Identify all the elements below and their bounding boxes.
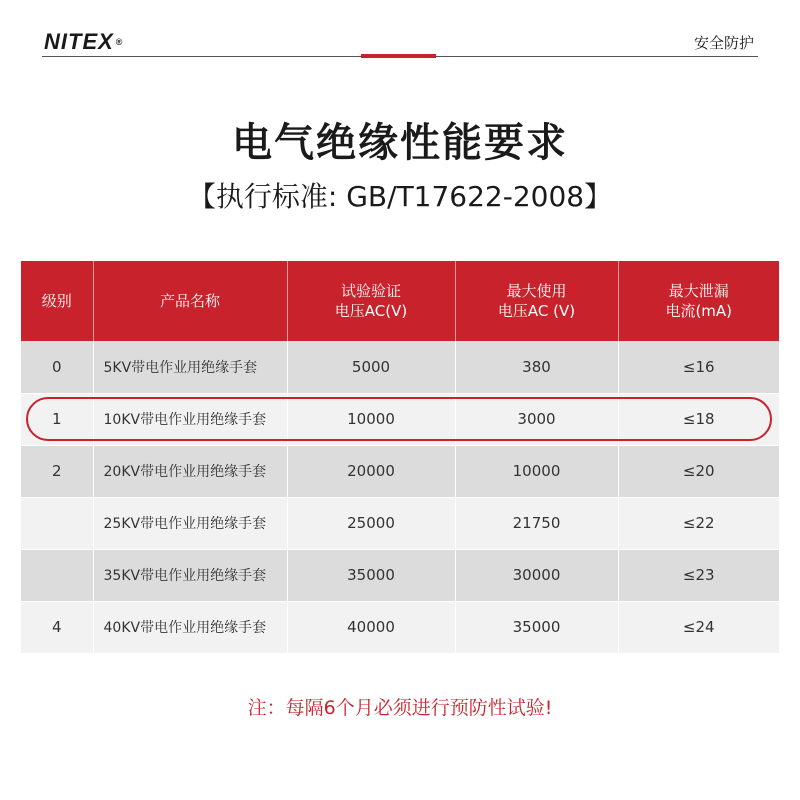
cell-level: 0: [21, 341, 93, 393]
table-row: [21, 341, 779, 393]
table-header-row: [21, 261, 779, 341]
brand-logo-text: NITEX: [44, 29, 114, 54]
cell-max-leakage: ≤22: [618, 497, 779, 549]
table-row: [21, 445, 779, 497]
cell-product-name: 5KV带电作业用绝缘手套: [93, 341, 287, 393]
cell-max-voltage: 21750: [455, 497, 618, 549]
header-max-leakage-line1: 最大泄漏: [668, 282, 729, 300]
standard-subtitle: 【执行标准: GB/T17622-2008】: [187, 180, 613, 213]
cell-max-leakage: ≤20: [618, 445, 779, 497]
cell-test-voltage: 40000: [287, 601, 455, 653]
cell-test-voltage: 5000: [287, 341, 455, 393]
header-max-voltage: [455, 261, 618, 341]
cell-test-voltage: 35000: [287, 549, 455, 601]
header-level: [21, 261, 93, 341]
header-test-voltage: [287, 261, 455, 341]
cell-max-leakage: ≤16: [618, 341, 779, 393]
cell-max-voltage: 35000: [455, 601, 618, 653]
cell-max-voltage: 10000: [455, 445, 618, 497]
cell-product-name: 10KV带电作业用绝缘手套: [93, 393, 287, 445]
cell-test-voltage: 20000: [287, 445, 455, 497]
cell-product-name: 20KV带电作业用绝缘手套: [93, 445, 287, 497]
cell-level: 4: [21, 601, 93, 653]
cell-level: 2: [21, 445, 93, 497]
table-row: [21, 549, 779, 601]
brand-logo: [44, 30, 123, 54]
header-accent-bar: [361, 54, 436, 58]
header-tagline: 安全防护: [693, 34, 754, 52]
header-product-name-line: 产品名称: [159, 292, 220, 310]
table-row: [21, 497, 779, 549]
insulation-spec-table: [21, 261, 779, 653]
cell-max-leakage: ≤24: [618, 601, 779, 653]
cell-max-leakage: ≤18: [618, 393, 779, 445]
table-row-highlighted: [21, 393, 779, 445]
page-title: 电气绝缘性能要求: [232, 120, 568, 166]
cell-level: [21, 497, 93, 549]
header-test-voltage-line2: 电压AC(V): [334, 302, 408, 320]
cell-product-name: 35KV带电作业用绝缘手套: [93, 549, 287, 601]
maintenance-note: 注：每隔6个月必须进行预防性试验!: [247, 697, 553, 719]
cell-test-voltage: 10000: [287, 393, 455, 445]
header-level-line: 级别: [41, 292, 72, 310]
cell-level: 1: [21, 393, 93, 445]
cell-product-name: 25KV带电作业用绝缘手套: [93, 497, 287, 549]
cell-max-leakage: ≤23: [618, 549, 779, 601]
cell-product-name: 40KV带电作业用绝缘手套: [93, 601, 287, 653]
cell-level: [21, 549, 93, 601]
cell-max-voltage: 380: [455, 341, 618, 393]
cell-test-voltage: 25000: [287, 497, 455, 549]
header-max-leakage-line2: 电流(mA): [665, 302, 733, 320]
header-test-voltage-line1: 试验验证: [340, 282, 401, 300]
table-row: [21, 601, 779, 653]
header-max-leakage: [618, 261, 779, 341]
header-product-name: [93, 261, 287, 341]
cell-max-voltage: 30000: [455, 549, 618, 601]
page-header: [0, 0, 800, 60]
header-max-voltage-line1: 最大使用: [506, 282, 567, 300]
cell-max-voltage: 3000: [455, 393, 618, 445]
header-max-voltage-line2: 电压AC (V): [497, 302, 576, 320]
registered-mark: ®: [115, 37, 124, 47]
